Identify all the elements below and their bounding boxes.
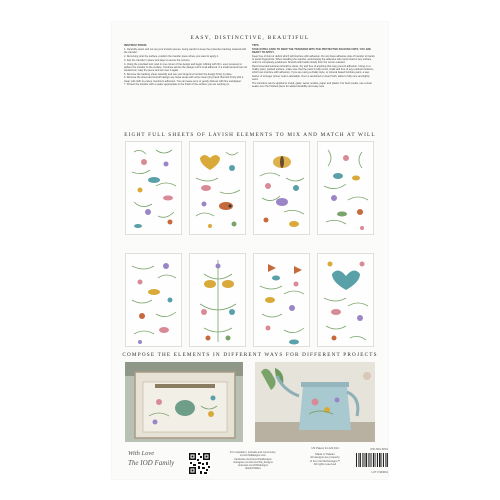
- tiktok-link[interactable]: tiktok/IODdes: [245, 467, 261, 471]
- instruction-step: 6. Remove the sheet and smooth design any loose areas with some clear (dry) hand. Burnish firmly with a clean soft cloth to ensure maximum adhesion. You can leave as is or gently distress with fine sandpaper.: [124, 76, 244, 83]
- instruction-step: 3. Fan the transfer in place and tape to secure the corners.: [124, 58, 191, 62]
- instruction-step: 4. Using the provided tool, start in one corner of the design and begin rubbing with firm, even pressure to adhere the transfer to the surface. Continue across the design until it is all adhered. If a small amount has not transferred, relay the piece and rub over it again.: [124, 62, 248, 72]
- transfer-sheet-preview-7: [253, 253, 310, 347]
- transfer-sheets-grid: [125, 141, 375, 347]
- page-title: EASY, DISTINCTIVE, BEAUTIFUL: [190, 35, 310, 41]
- logo-line-1: With Love: [128, 450, 155, 457]
- transfer-sheet-preview-1: [125, 141, 182, 235]
- instructions-title: INSTRUCTIONS: [124, 43, 147, 47]
- transfer-sheet-preview-4: [317, 141, 374, 235]
- section-heading-projects: COMPOSE THE ELEMENTS IN DIFFERENT WAYS FOR DIFFERENT PROJECTS: [122, 352, 378, 358]
- transfer-sheet-preview-5: [125, 253, 182, 347]
- transfer-sheet-preview-6: [189, 253, 246, 347]
- inspiration-label: For inspiration, tutorials and community:: [230, 451, 276, 454]
- tips-paragraph: Keep free of dust or debris which will interfere with adhesion. Do not dress adhesive side of transfer to hands to avoid fingerprints. When handling the transfer, avoid letting the adhesive side touch itself or any surface until it is completely positioned. Smooth with hands slowly from the center outward.: [252, 55, 375, 65]
- patent-text: US Patent 11,124,014: [311, 446, 339, 450]
- instruction-step: 5. Remove the backing sheet carefully and use your fingers to burnish the design firmly in place.: [124, 72, 233, 76]
- rights-line: of Iron Orchid Designs™: [309, 458, 341, 463]
- instruction-step: 7. Protect the transfer with a sealer appropriate to the finish of the surface you are working on.: [124, 83, 230, 87]
- tips-paragraph: Recommended surfaces should be clean, dry and free of anything that may prevent adhesion. Using on a chalky paint, painted surface, make sure that the paint is fully cured, chalk and free of any residual moisture, which can interfere with adhesion. If you are using a chalky style, or mineral based furniture paint, a wax barrier or stronger primer coat is advisable. Over a varnished or clear finish, allow to fully cure and lightly sand.: [252, 65, 374, 81]
- transfer-sheet-preview-3: [253, 141, 310, 235]
- rights-line: All designs are property: [310, 455, 340, 460]
- instruction-step: 2. Removing onto the surface, position the transfer piece where you want to apply it.: [124, 55, 219, 59]
- lot-number: LOT # 903001: [371, 471, 388, 474]
- tips-intro: TAKE EXTRA CARE TO KEEP THE TRANSFER WITH THE PROTECTIVE BACKING UNTIL YOU ARE READY TO APPLY.: [252, 48, 372, 55]
- sku-text: IOD-TRA-FP01: [370, 448, 388, 451]
- transfer-sheet-preview-8: [317, 253, 374, 347]
- instagram-link[interactable]: instagram.com/ironorchid_designs: [233, 460, 273, 464]
- barcode-block: [350, 448, 388, 474]
- project-photo-cabinet: [125, 362, 243, 442]
- brand-signature-logo: [128, 450, 174, 467]
- section-heading-sheets: EIGHT FULL SHEETS OF LAVISH ELEMENTS TO MIX AND MATCH AT WILL: [124, 132, 376, 138]
- inspiration-links: [216, 451, 290, 471]
- barcode-icon: [356, 453, 388, 467]
- tips-column: [252, 44, 376, 88]
- instruction-step: 1. Carefully select and cut out your transfer pieces, being careful to keep the protective backing material with the transfer.: [124, 48, 247, 55]
- rights-line: All rights reserved: [313, 462, 337, 467]
- tips-paragraph: The transfers can be applied to metal, glass, wood, textiles, paper and plastic. For best results, use a clear sealer over the finished piece for added durability and easy care.: [252, 81, 372, 88]
- legal-info: [302, 447, 348, 467]
- website-link[interactable]: ironorchiddesigns.com: [240, 454, 266, 458]
- instructions-column: [124, 44, 248, 87]
- transfer-sheet-preview-2: [189, 141, 246, 235]
- made-in-text: Made in Taiwan: [315, 451, 335, 456]
- qr-code[interactable]: [188, 452, 211, 475]
- pinterest-link[interactable]: pinterest.com/IODdesigns: [238, 464, 268, 468]
- project-photo-watering-can: [255, 362, 375, 442]
- tips-title: TIPS: [252, 43, 259, 47]
- product-sheet: [112, 22, 388, 479]
- logo-line-2: The IOD Family: [128, 459, 175, 467]
- facebook-link[interactable]: facebook.com/ironorchiddesigns: [234, 457, 272, 461]
